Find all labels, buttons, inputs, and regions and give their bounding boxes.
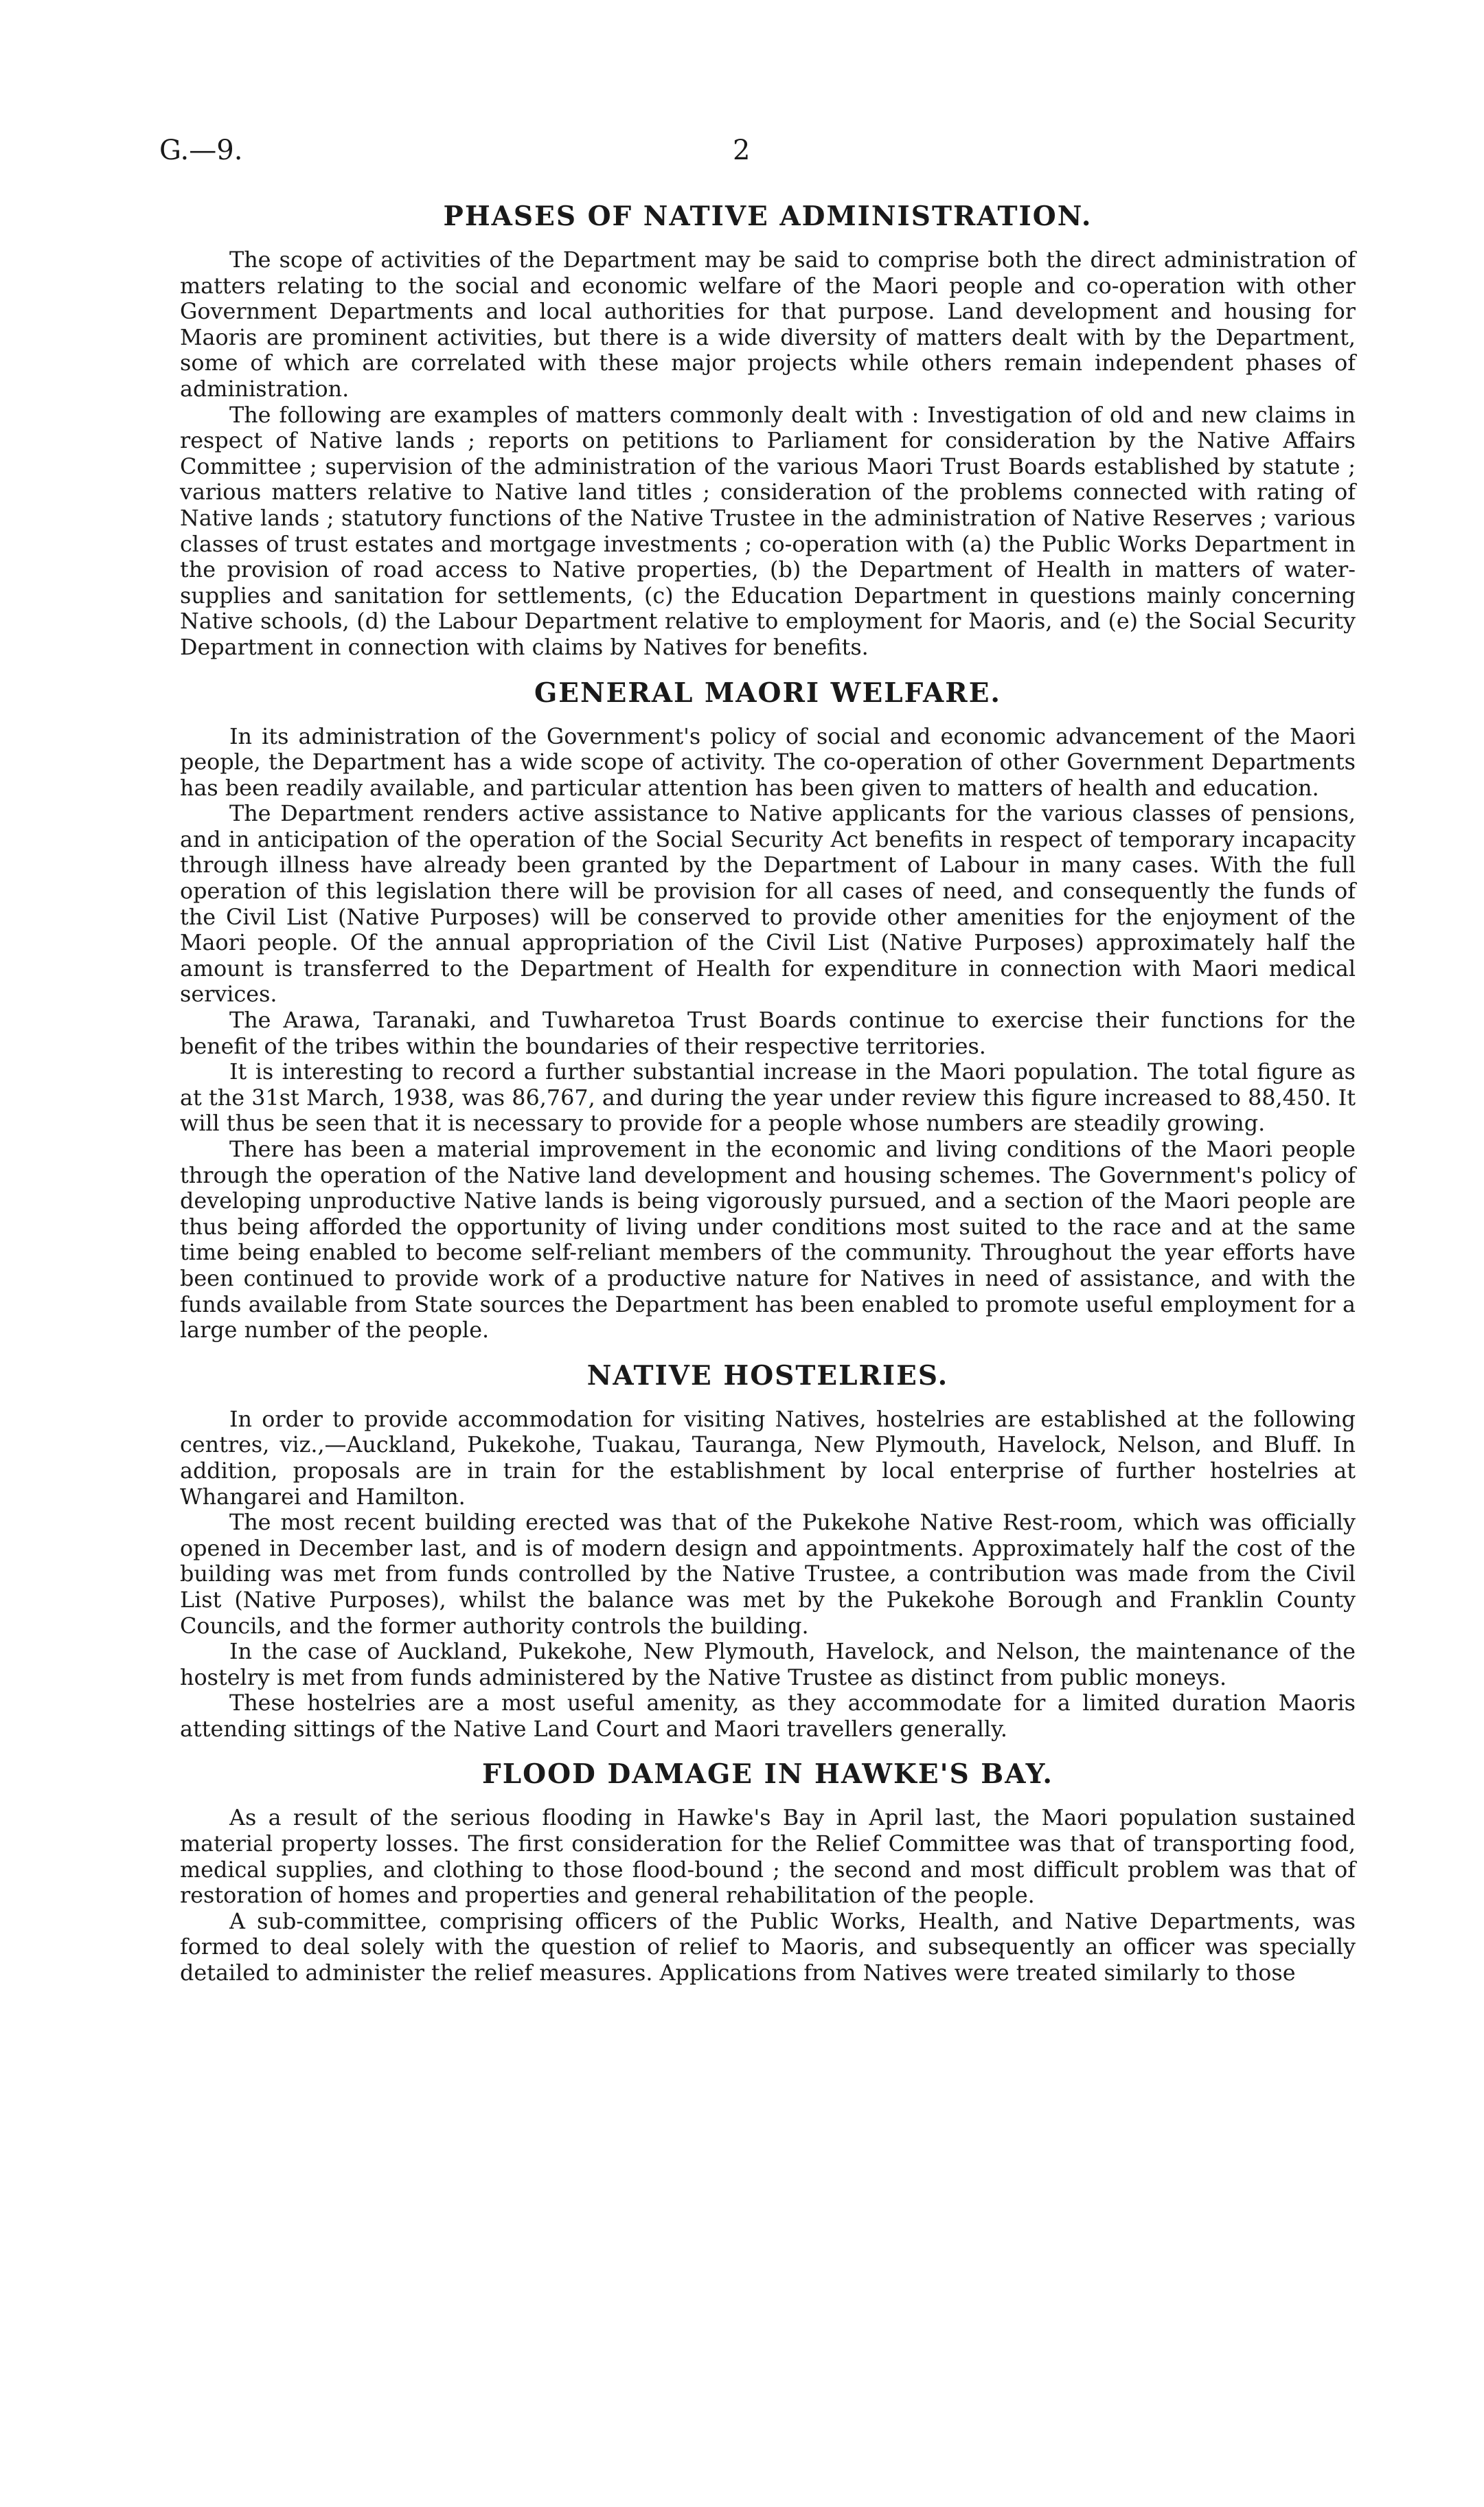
- paragraph: It is interesting to record a further substantial increase in the Maori population. The total figure as at the 31st March, 1938, was 86,767, and during the year under review this figure increased to 88,450. It will thus be seen that it is necessary to provide for a people whose numbers are steadily growing.: [180, 1059, 1356, 1137]
- document-reference: G.—9.: [159, 135, 243, 166]
- paragraph: A sub-committee, comprising officers of the Public Works, Health, and Native Departments, was formed to deal solely with the question of relief to Maoris, and subsequently an officer was specially detailed to administer the relief measures. Applications from Natives were treated similarly to those: [180, 1908, 1356, 1986]
- paragraph: The most recent building erected was that of the Pukekohe Native Rest-room, which was officially opened in December last, and is of modern design and appointments. Approximately half the cost of the building was met from funds controlled by the Native Trustee, a contribution was made from the Civil List (Native Purposes), whilst the balance was met by the Pukekohe Borough and Franklin County Councils, and the former authority controls the building.: [180, 1510, 1356, 1639]
- paragraph: The Department renders active assistance to Native applicants for the various classes of pensions, and in anticipation of the operation of the Social Security Act benefits in respect of temporary incapacity through illness have already been granted by the Department of Labour in many cases. With the full operation of this legislation there will be provision for all cases of need, and consequently the funds of the Civil List (Native Purposes) will be conserved to provide other amenities for the enjoyment of the Maori people. Of the annual appropriation of the Civil List (Native Purposes) approximately half the amount is transferred to the Department of Health for expenditure in connection with Maori medical services.: [180, 801, 1356, 1008]
- paragraph: The Arawa, Taranaki, and Tuwharetoa Trust Boards continue to exercise their functions for the benefit of the tribes within the boundaries of their respective territories.: [180, 1008, 1356, 1059]
- section-heading: NATIVE HOSTELRIES.: [586, 1359, 949, 1392]
- paragraph: As a result of the serious flooding in Hawke's Bay in April last, the Maori population sustained material property losses. The first consideration for the Relief Committee was that of transporting food, medical supplies, and clothing to those flood-bound ; the second and most difficult problem was that of restoration of homes and properties and general rehabilitation of the people.: [180, 1805, 1356, 1909]
- paragraph: In its administration of the Government's policy of social and economic advancement of the Maori people, the Department has a wide scope of activity. The co-operation of other Government Departments has been readily available, and particular attention has been given to matters of health and education.: [180, 723, 1356, 801]
- page-number: 2: [733, 135, 751, 166]
- document-body: [180, 199, 1356, 1986]
- paragraph: In the case of Auckland, Pukekohe, New Plymouth, Havelock, and Nelson, the maintenance of the hostelry is met from funds administered by the Native Trustee as distinct from public moneys.: [180, 1639, 1356, 1690]
- paragraph: In order to provide accommodation for visiting Natives, hostelries are established at the following centres, viz.,—Auckland, Pukekohe, Tuakau, Tauranga, New Plymouth, Havelock, Nelson, and Bluff. In addition, proposals are in train for the establishment by local enterprise of further hostelries at Whangarei and Hamilton.: [180, 1406, 1356, 1510]
- paragraph: There has been a material improvement in the economic and living conditions of the Maori people through the operation of the Native land development and housing schemes. The Government's policy of developing unproductive Native lands is being vigorously pursued, and a section of the Maori people are thus being afforded the opportunity of living under conditions most suited to the race and at the same time being enabled to become self-reliant members of the community. Throughout the year efforts have been continued to provide work of a productive nature for Natives in need of assistance, and with the funds available from State sources the Department has been enabled to promote useful employment for a large number of the people.: [180, 1137, 1356, 1343]
- paragraph: These hostelries are a most useful amenity, as they accommodate for a limited duration Maoris attending sittings of the Native Land Court and Maori travellers generally.: [180, 1690, 1356, 1742]
- section-heading: GENERAL MAORI WELFARE.: [534, 677, 1002, 709]
- page-header: [159, 135, 1354, 176]
- section-heading: FLOOD DAMAGE IN HAWKE'S BAY.: [482, 1758, 1053, 1791]
- section-heading: PHASES OF NATIVE ADMINISTRATION.: [443, 201, 1093, 232]
- paragraph: The scope of activities of the Department may be said to comprise both the direct administration of matters relating to the social and economic welfare of the Maori people and co-operation with other Government Departments and local authorities for that purpose. Land development and housing for Maoris are prominent activities, but there is a wide diversity of matters dealt with by the Department, some of which are correlated with these major projects while others remain independent phases of administration.: [180, 247, 1356, 402]
- paragraph: The following are examples of matters commonly dealt with : Investigation of old and new claims in respect of Native lands ; reports on petitions to Parliament for consideration by the Native Affairs Committee ; supervision of the administration of the various Maori Trust Boards established by statute ; various matters relative to Native land titles ; consideration of the problems connected with rating of Native lands ; statutory functions of the Native Trustee in the administration of Native Reserves ; various classes of trust estates and mortgage investments ; co-operation with (a) the Public Works Department in the provision of road access to Native properties, (b) the Department of Health in matters of water-supplies and sanitation for settlements, (c) the Education Department in questions mainly concerning Native schools, (d) the Labour Department relative to employment for Maoris, and (e) the Social Security Department in connection with claims by Natives for benefits.: [180, 402, 1356, 660]
